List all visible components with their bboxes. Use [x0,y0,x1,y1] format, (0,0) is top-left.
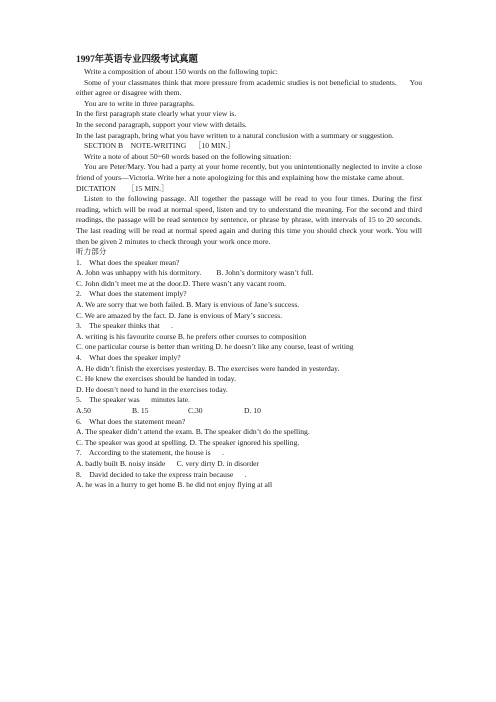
question-text: 2. What does the statement imply? [76,289,187,299]
question-options-line: C. We are amazed by the fact. D. Jane is envious of Mary’s success. [76,310,283,320]
section-b-situation: You are Peter/Mary. You had a party at your home recently, but you unintentionally neglected to invite a close friend of yours—Victoria. Write her a note apologizing for this and explaining how the mistake came about. [76,162,422,182]
document-title: 1997年英语专业四级考试真题 [76,55,198,65]
question-4 [76,353,422,395]
composition-topic: Some of your classmates think that more pressure from academic studies is not beneficial to students. You either agree or disagree with them. [76,77,424,98]
question-text: 8. David decided to take the express train because . [76,469,247,479]
composition-paragraph-2: In the second paragraph, support your view with details. [76,119,247,129]
question-options-line: A. badly built B. noisy inside C. very dirty D. in disorder [76,458,260,468]
question-text: 1. What does the speaker mean? [76,257,180,267]
composition-three-paragraphs: You are to write in three paragraphs. [84,98,195,108]
question-options-line: D. He doesn’t need to hand in the exercises today. [76,384,228,394]
question-3 [76,321,422,353]
question-options-line: C. John didn’t meet me at the door.D. There wasn’t any vacant room. [76,278,287,288]
question-options-line: A. he was in a hurry to get home B. he did not enjoy flying at all [76,480,273,490]
question-options-line: A. writing is his favourite course B. he prefers other courses to composition [76,331,307,341]
question-6 [76,417,422,449]
question-options-line: A. John was unhappy with his dormitory. B. John’s dormitory wasn’t full. [76,268,314,278]
question-options-line: C. one particular course is better than writing D. he doesn’t like any course, least of writing [76,342,354,352]
composition-intro: Write a composition of about 150 words on the following topic: [84,67,278,76]
question-options-line: C. He knew the exercises should be handed in today. [76,374,236,384]
option-d: D. 10 [244,406,261,415]
question-text: 5. The speaker was minutes late. [76,395,190,405]
dictation-heading: DICTATION ［15 MIN.］ [76,183,169,193]
question-options-row [76,406,422,417]
question-options-line: C. The speaker was good at spelling. D. The speaker ignored his spelling. [76,437,300,447]
option-b: B. 15 [132,406,149,415]
listening-heading: 听力部分 [76,247,107,257]
question-text: 7. According to the statement, the house is . [76,448,224,458]
question-text: 6. What does the statement mean? [76,416,186,426]
question-1 [76,258,422,290]
question-text: 3. The speaker thinks that . [76,321,174,331]
composition-paragraph-3: In the last paragraph, bring what you have written to a natural conclusion with a summary or suggestion. [76,130,394,140]
dictation-instructions: Listen to the following passage. All together the passage will be read to you four times. During the first reading, which will be read at normal speed, listen and try to understand the meaning. For the second and third readings, the passage will be read sentence by sentence, or phrase by phrase, with intervals of 15 to 20 seconds. The last reading will be read at normal speed again and during this time you should check your work. You will then be given 2 minutes to check through your work once more. [76,194,422,246]
option-a: A.50 [76,406,91,415]
composition-paragraph-1: In the first paragraph state clearly what your view is. [76,109,237,119]
question-8 [76,470,422,491]
section-b-intro: Write a note of about 50~60 words based on the following situation: [84,151,292,161]
question-5 [76,395,422,416]
question-options-line: A. He didn’t finish the exercises yesterday. B. The exercises were handed in yesterday. [76,363,340,373]
question-options-line: A. We are sorry that we both failed. B. Mary is envious of Jane’s success. [76,300,300,310]
section-b-heading: SECTION B NOTE-WRITING ［10 MIN.］ [84,141,236,151]
question-2 [76,289,422,321]
question-options-line: A. The speaker didn’t attend the exam. B. The speaker didn’t do the spelling. [76,427,310,437]
question-7 [76,448,422,469]
document-page [76,54,422,491]
option-c: C.30 [188,406,203,415]
question-text: 4. What does the speaker imply? [76,353,181,363]
